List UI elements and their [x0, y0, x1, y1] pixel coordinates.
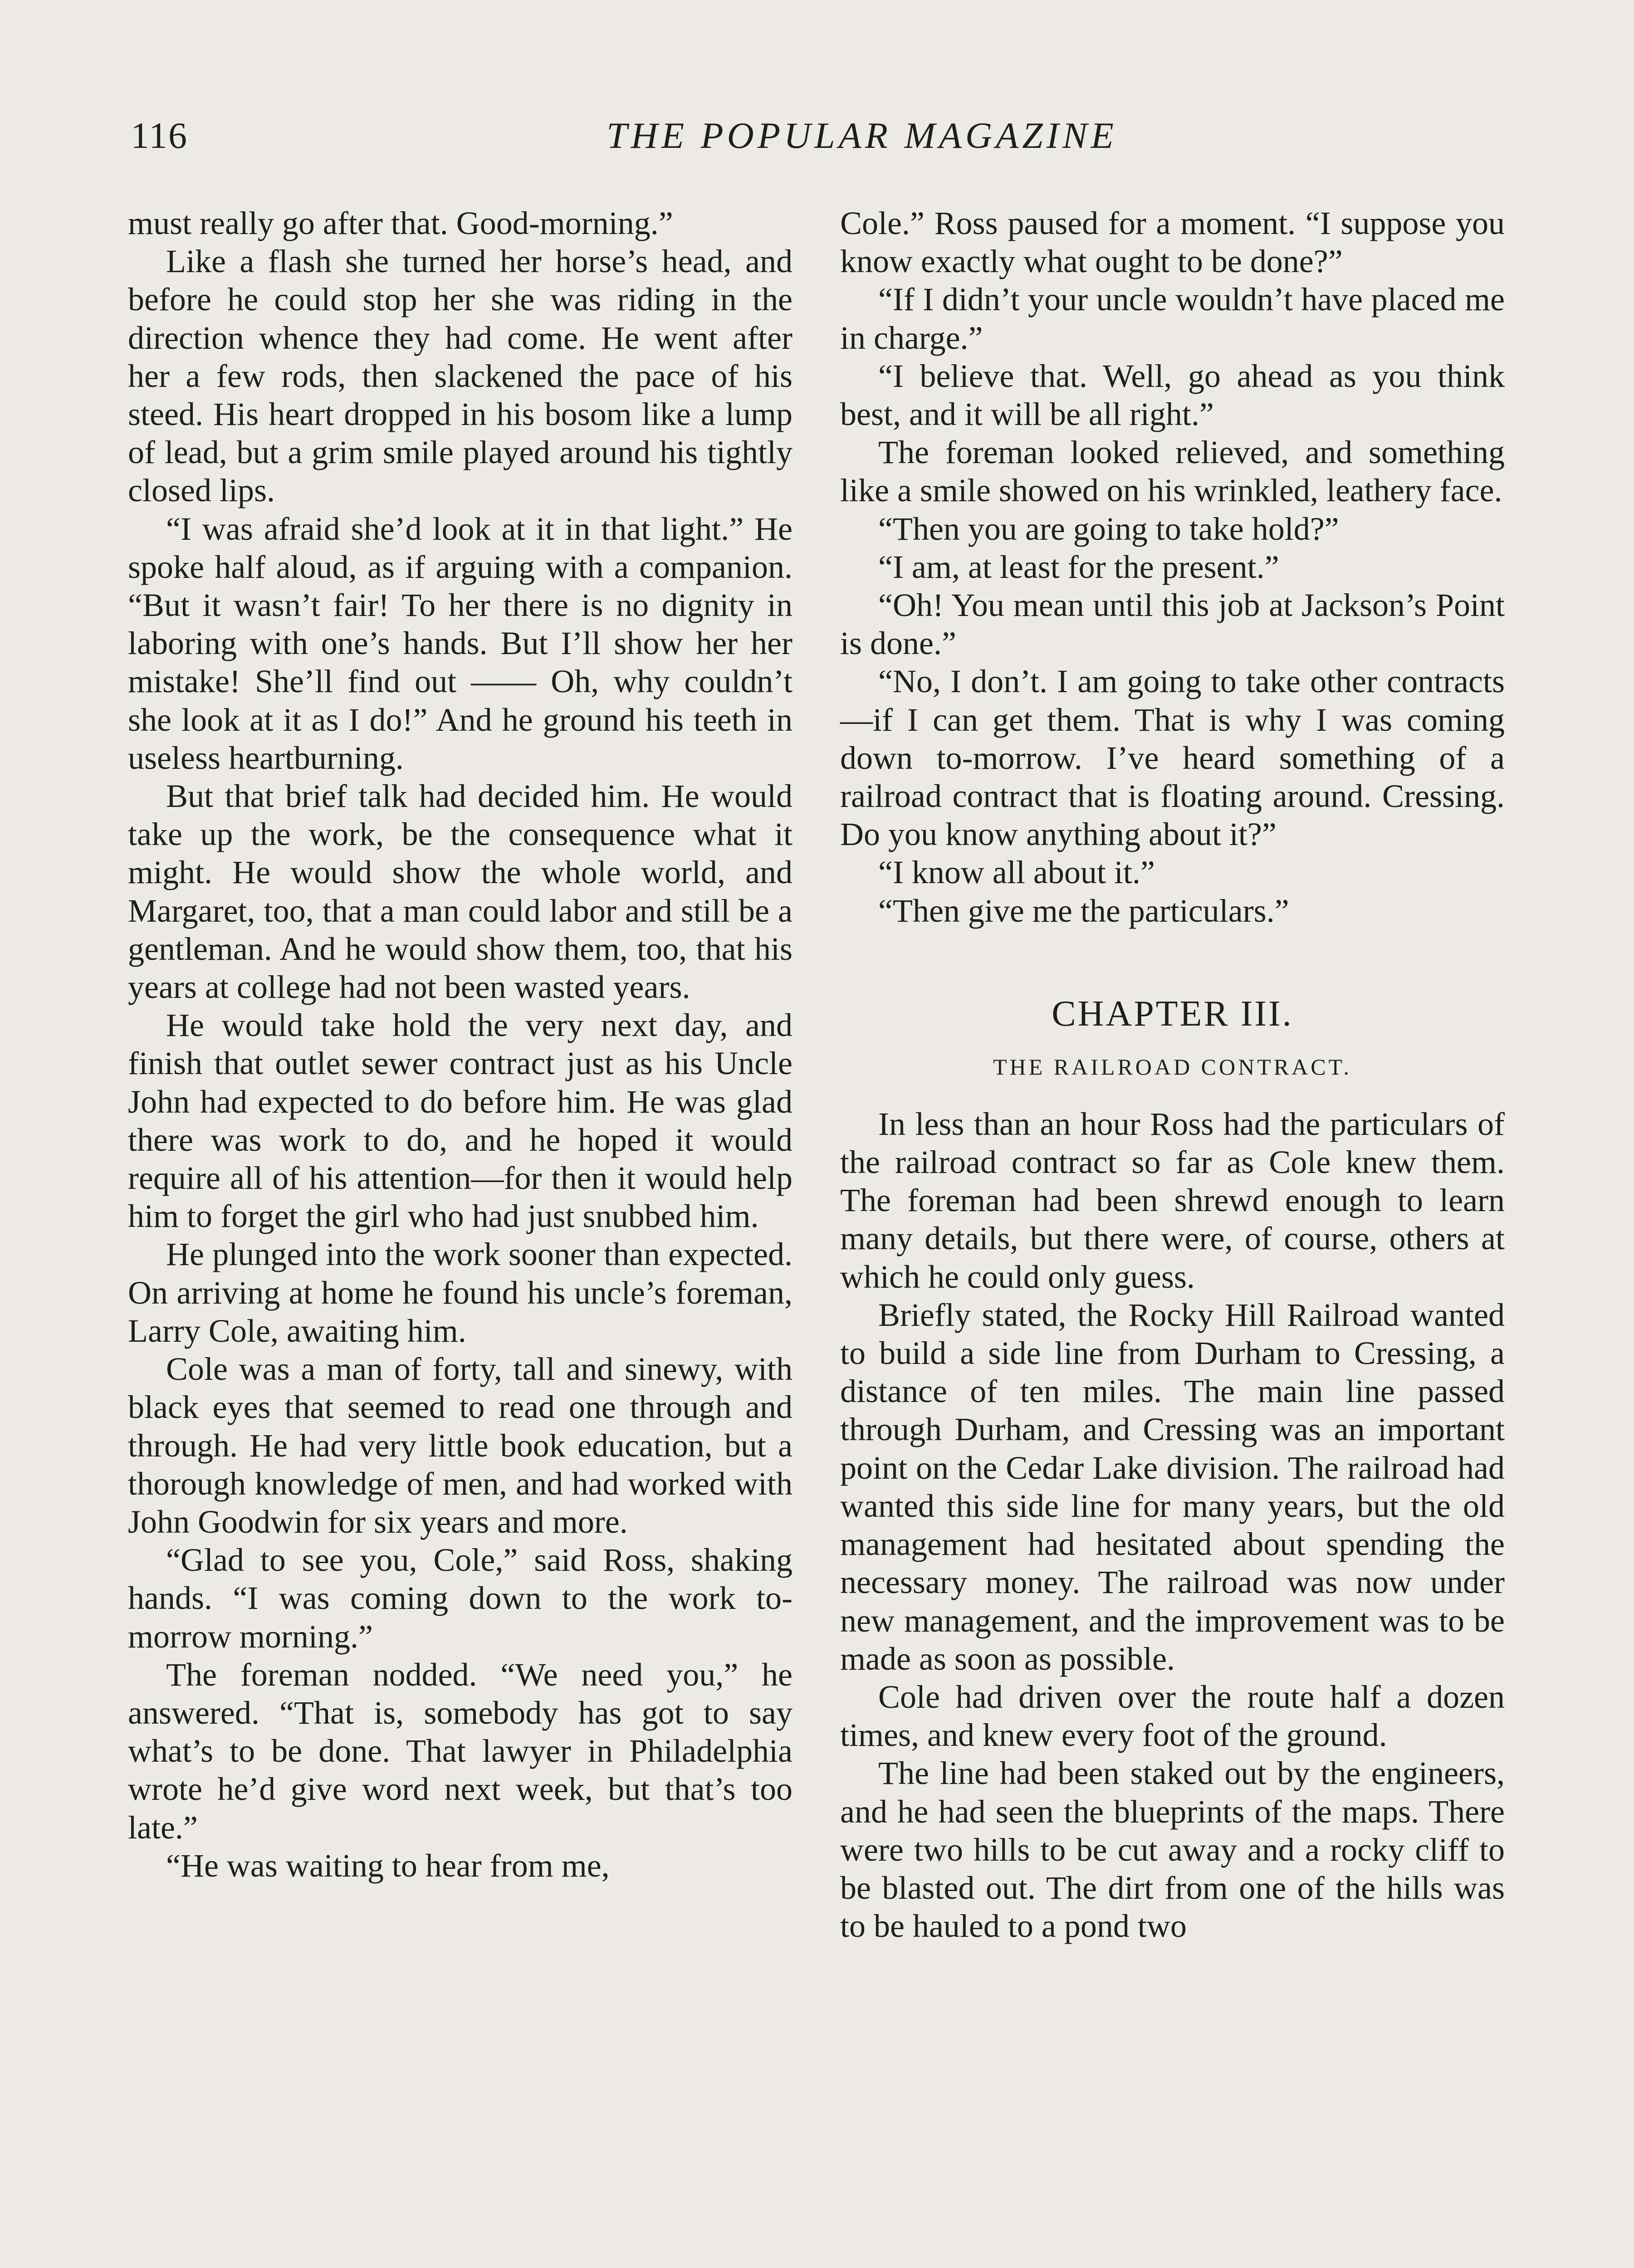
paragraph: But that brief talk had decided him. He would take up the work, be the consequence what it might. He would show the whole world, and Margaret, too, that a man could labor and still be a gentleman. And he would show them, too, that his years at college had not been wasted years. [128, 778, 793, 1006]
paragraph: “I believe that. Well, go ahead as you think best, and it will be all right.” [840, 357, 1505, 433]
paragraph: “No, I don’t. I am going to take other contracts—if I can get them. That is why I was coming down to-morrow. I’ve heard something of a railroad contract that is floating around. Cressing. Do you know anything about it?” [840, 663, 1505, 853]
paragraph: “He was waiting to hear from me, [166, 1847, 610, 1884]
chapter-heading: CHAPTER III. [1052, 993, 1293, 1034]
paragraph: “Oh! You mean until this job at Jackson’s Point is done.” [840, 587, 1505, 662]
paragraph: “Then give me the particulars.” [878, 892, 1289, 929]
paragraph: The foreman nodded. “We need you,” he answered. “That is, somebody has got to say what’s to be done. That lawyer in Philadelphia wrote he’d give word next week, but that’s too late.” [128, 1656, 793, 1846]
paragraph: In less than an hour Ross had the particulars of the railroad contract so far as Cole knew them. The foreman had been shrewd enough to learn many details, but there were, of course, others at which he could only guess. [840, 1105, 1505, 1295]
running-head: THE POPULAR MAGAZINE [607, 115, 1117, 156]
paragraph: He would take hold the very next day, and finish that outlet sewer contract just as his Uncle John had expected to do before him. He was glad there was work to do, and he hoped it would require all of his attention—for then it would help him to forget the girl who had just snubbed him. [128, 1007, 793, 1235]
paragraph: “If I didn’t your uncle wouldn’t have placed me in charge.” [840, 281, 1505, 356]
paragraph: The line had been staked out by the engineers, and he had seen the blueprints of the maps. There were two hills to be cut away and a rocky cliff to be blasted out. The dirt from one of the hills was to be hauled to a pond two [840, 1755, 1505, 1945]
right-column [840, 204, 1505, 1945]
paragraph: Like a flash she turned her horse’s head, and before he could stop her she was riding in the direction whence they had come. He went after her a few rods, then slackened the pace of his steed. His heart dropped in his bosom like a lump of lead, but a grim smile played around his tightly closed lips. [128, 243, 793, 509]
page-number: 116 [131, 115, 188, 156]
paragraph: “I was afraid she’d look at it in that light.” He spoke half aloud, as if arguing with a companion. “But it wasn’t fair! To her there is no dignity in laboring with one’s hands. But I’ll show her her mistake! She’ll find out —— Oh, why couldn’t she look at it as I do!” And he ground his teeth in useless heartburning. [128, 510, 793, 776]
paragraph: Cole was a man of forty, tall and sinewy, with black eyes that seemed to read one through and through. He had very little book education, but a thorough knowledge of men, and had worked with John Goodwin for six years and more. [128, 1351, 793, 1540]
paragraph: “I know all about it.” [878, 854, 1155, 891]
paragraph: He plunged into the work sooner than expected. On arriving at home he found his uncle’s foreman, Larry Cole, awaiting him. [128, 1236, 793, 1349]
paragraph: must really go after that. Good-morning.” [128, 205, 673, 241]
left-column [128, 204, 793, 1885]
paragraph: The foreman looked relieved, and something like a smile showed on his wrinkled, leathery face. [840, 434, 1505, 509]
paragraph: “Glad to see you, Cole,” said Ross, shaking hands. “I was coming down to the work to-morrow morning.” [128, 1542, 793, 1655]
paragraph: “Then you are going to take hold?” [878, 510, 1339, 547]
chapter-subtitle: THE RAILROAD CONTRACT. [993, 1054, 1352, 1080]
paragraph: “I am, at least for the present.” [878, 548, 1279, 585]
paragraph: Cole.” Ross paused for a moment. “I suppose you know exactly what ought to be done?” [840, 205, 1505, 280]
paragraph: Briefly stated, the Rocky Hill Railroad wanted to build a side line from Durham to Cressing, a distance of ten miles. The main line passed through Durham, and Cressing was an important point on the Cedar Lake division. The railroad had wanted this side line for many years, but the old management had hesitated about spending the necessary money. The railroad was now under new management, and the improvement was to be made as soon as possible. [840, 1296, 1505, 1677]
paragraph: Cole had driven over the route half a dozen times, and knew every foot of the ground. [840, 1678, 1505, 1754]
